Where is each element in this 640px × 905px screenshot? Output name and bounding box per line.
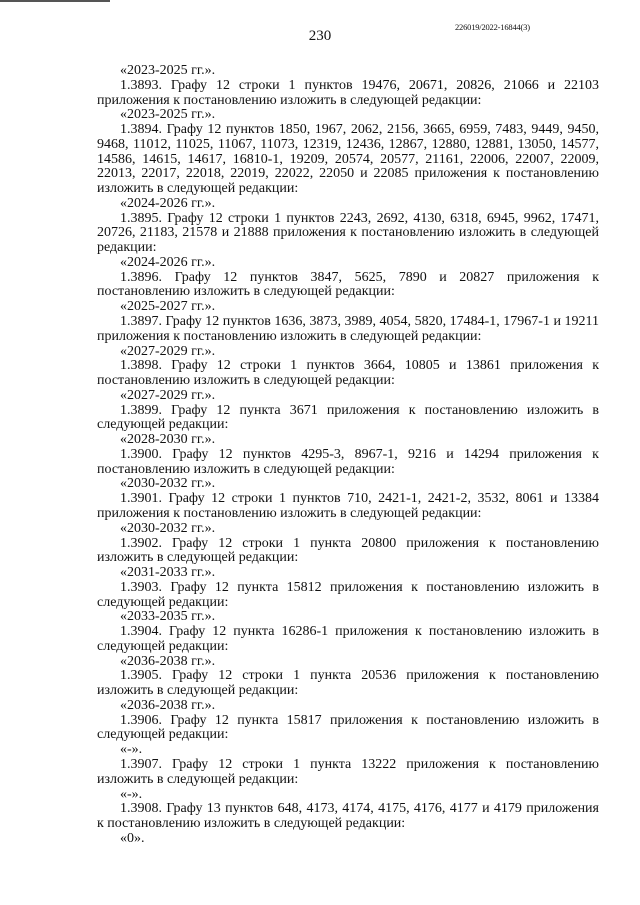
- amendment-paragraph: 1.3902. Графу 12 строки 1 пункта 20800 приложения к постановлению изложить в следующей редакции:: [97, 535, 599, 566]
- quoted-value: «-».: [120, 742, 143, 758]
- amendment-paragraph: 1.3900. Графу 12 пунктов 4295-3, 8967-1, 9216 и 14294 приложения к постановлению изложить в следующей редакции:: [97, 446, 599, 477]
- quoted-value: «2036-2038 гг.».: [120, 697, 216, 713]
- quoted-value: «2024-2026 гг.».: [120, 254, 216, 270]
- document-body: [97, 64, 599, 847]
- quoted-value: «2027-2029 гг.».: [120, 387, 216, 403]
- quoted-value: «-».: [120, 786, 143, 802]
- quoted-value: «2024-2026 гг.».: [120, 195, 216, 211]
- quoted-value: «2031-2033 гг.».: [120, 565, 216, 581]
- amendment-paragraph: 1.3897. Графу 12 пунктов 1636, 3873, 3989, 4054, 5820, 17484-1, 17967-1 и 19211 приложения к постановлению изложить в следующей редакции:: [97, 314, 599, 344]
- quoted-value: «2023-2025 гг.».: [120, 107, 216, 123]
- amendment-paragraph: 1.3895. Графу 12 строки 1 пунктов 2243, 2692, 4130, 6318, 6945, 9962, 17471, 20726, 21183, 21578 и 21888 приложения к постановлению изложить в следующей редакции:: [97, 210, 599, 256]
- amendment-paragraph: 1.3904. Графу 12 пункта 16286-1 приложения к постановлению изложить в следующей редакции:: [97, 624, 599, 654]
- amendment-paragraph: 1.3903. Графу 12 пункта 15812 приложения к постановлению изложить в следующей редакции:: [97, 579, 599, 610]
- amendment-paragraph: 1.3896. Графу 12 пунктов 3847, 5625, 7890 и 20827 приложения к постановлению изложить в следующей редакции:: [97, 269, 599, 300]
- amendment-paragraph: 1.3901. Графу 12 строки 1 пунктов 710, 2421-1, 2421-2, 3532, 8061 и 13384 приложения к постановлению изложить в следующей редакции:: [97, 491, 599, 521]
- amendment-paragraph: 1.3898. Графу 12 строки 1 пунктов 3664, 10805 и 13861 приложения к постановлению изложить в следующей редакции:: [97, 358, 599, 389]
- amendment-paragraph: 1.3899. Графу 12 пункта 3671 приложения к постановлению изложить в следующей редакции:: [97, 402, 599, 433]
- amendment-paragraph: 1.3894. Графу 12 пунктов 1850, 1967, 2062, 2156, 3665, 6959, 7483, 9449, 9450, 9468, 11012, 11025, 11067, 11073, 12319, 12436, 12867, 12880, 12881, 13050, 14577, 14586, 14615, 14617, 16810-1, 19209, 20574, 20577, 21161, 22006, 22007, 22009, 22013, 22017, 22018, 22019, 22022, 22050 и 22085 приложения к постановлению изложить в следующей редакции:: [97, 122, 599, 197]
- quoted-value: «2027-2029 гг.».: [120, 343, 216, 359]
- amendment-paragraph: 1.3905. Графу 12 строки 1 пункта 20536 приложения к постановлению изложить в следующей редакции:: [97, 668, 599, 699]
- amendment-paragraph: 1.3907. Графу 12 строки 1 пункта 13222 приложения к постановлению изложить в следующей редакции:: [97, 756, 599, 787]
- quoted-value: «2023-2025 гг.».: [120, 63, 216, 78]
- scan-artifact: [0, 0, 110, 2]
- amendment-paragraph: 1.3893. Графу 12 строки 1 пунктов 19476, 20671, 20826, 21066 и 22103 приложения к постановлению изложить в следующей редакции:: [97, 77, 599, 108]
- quoted-value: «0».: [120, 830, 145, 846]
- quoted-value: «2030-2032 гг.».: [120, 520, 216, 536]
- quoted-value: «2025-2027 гг.».: [120, 299, 216, 315]
- quoted-value: «2036-2038 гг.».: [120, 653, 216, 669]
- quoted-value: «2030-2032 гг.».: [120, 476, 216, 492]
- amendment-paragraph: 1.3906. Графу 12 пункта 15817 приложения к постановлению изложить в следующей редакции:: [97, 712, 599, 743]
- quoted-value: «2028-2030 гг.».: [120, 432, 216, 448]
- amendment-paragraph: 1.3908. Графу 13 пунктов 648, 4173, 4174, 4175, 4176, 4177 и 4179 приложения к постановлению изложить в следующей редакции:: [97, 801, 599, 832]
- quoted-value: «2033-2035 гг.».: [120, 609, 216, 625]
- page-number: 230: [308, 28, 332, 44]
- document-id: 226019/2022-16844(3): [455, 22, 530, 32]
